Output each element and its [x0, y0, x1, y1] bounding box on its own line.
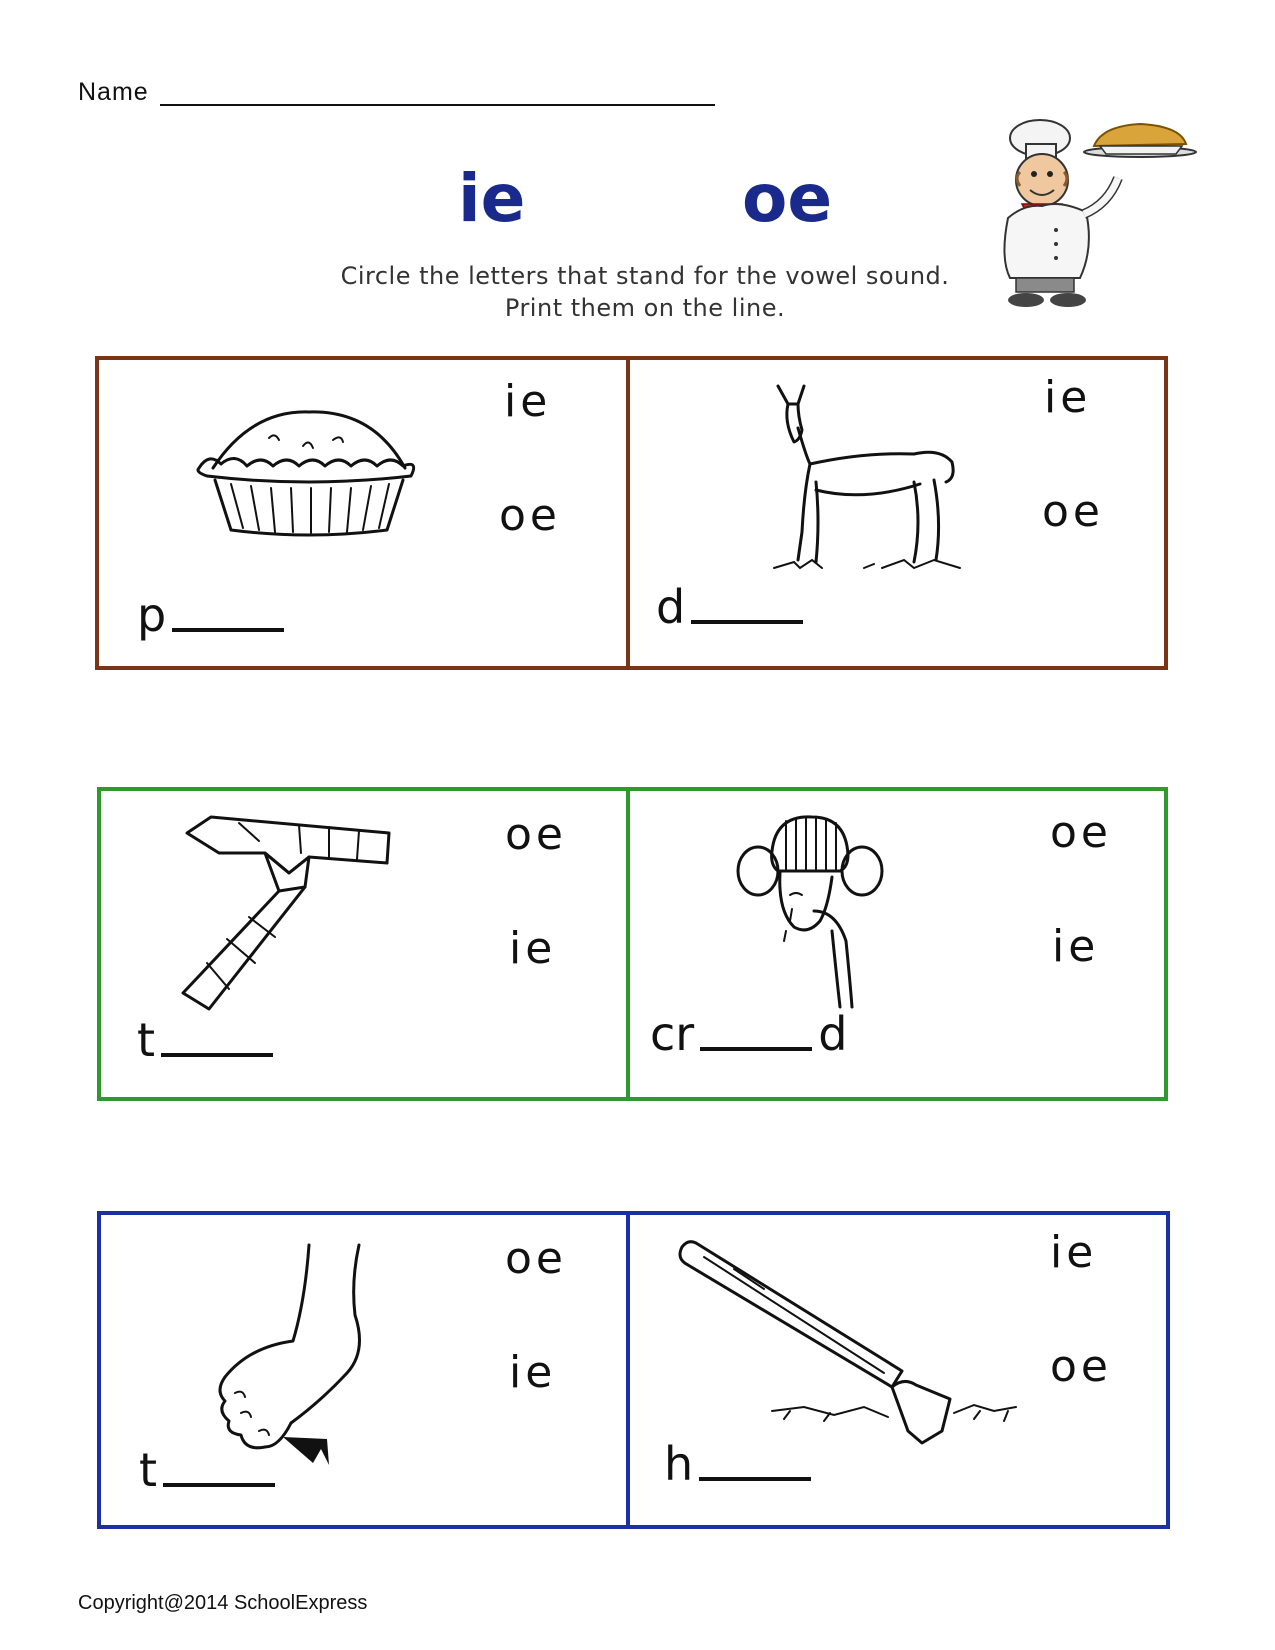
name-line[interactable] — [160, 104, 715, 106]
chef-with-pie-illustration — [990, 108, 1205, 313]
choice-top[interactable]: ie — [1044, 372, 1092, 423]
instruction-line-2: Print them on the line. — [504, 294, 786, 322]
exercise-cell-doe — [630, 360, 1168, 666]
word-fill — [137, 1013, 279, 1067]
word-fill — [664, 1437, 817, 1491]
word-fill — [650, 1007, 847, 1061]
word-fill — [139, 1443, 281, 1497]
choice-bottom[interactable]: ie — [1052, 921, 1100, 972]
exercise-cell-toe — [101, 1215, 626, 1525]
answer-blank[interactable] — [700, 1047, 812, 1051]
word-prefix: h — [664, 1437, 694, 1491]
word-suffix: d — [818, 1007, 848, 1061]
choice-top[interactable]: oe — [1050, 807, 1112, 858]
instruction-line-1: Circle the letters that stand for the vowel sound. — [340, 262, 950, 290]
choice-bottom[interactable]: oe — [499, 490, 561, 541]
crying-girl-picture — [736, 811, 886, 1011]
exercise-row-3 — [97, 1211, 1170, 1529]
tie-picture — [179, 813, 401, 1013]
exercise-row-2 — [97, 787, 1168, 1101]
name-label: Name — [78, 78, 149, 106]
word-prefix: t — [139, 1443, 158, 1497]
hoe-picture — [674, 1235, 1020, 1445]
word-fill — [137, 588, 290, 642]
choice-bottom[interactable]: ie — [509, 1347, 557, 1398]
choice-bottom[interactable]: oe — [1050, 1341, 1112, 1392]
title-oe: oe — [742, 160, 833, 237]
choice-bottom[interactable]: ie — [509, 923, 557, 974]
answer-blank[interactable] — [163, 1483, 275, 1487]
answer-blank[interactable] — [161, 1053, 273, 1057]
choice-top[interactable]: oe — [505, 1233, 567, 1284]
choice-top[interactable]: ie — [504, 376, 552, 427]
exercise-cell-pie — [99, 360, 626, 666]
pie-picture — [191, 402, 427, 542]
toe-picture — [209, 1241, 449, 1471]
choice-bottom[interactable]: oe — [1042, 486, 1104, 537]
answer-blank[interactable] — [691, 620, 803, 624]
word-prefix: p — [137, 588, 167, 642]
copyright-text: Copyright@2014 SchoolExpress — [78, 1592, 368, 1614]
word-fill — [656, 580, 809, 634]
title-ie: ie — [458, 160, 526, 237]
answer-blank[interactable] — [699, 1477, 811, 1481]
exercise-cell-cried — [630, 791, 1168, 1097]
word-prefix: d — [656, 580, 686, 634]
word-prefix: cr — [650, 1007, 695, 1061]
answer-blank[interactable] — [172, 628, 284, 632]
exercise-cell-hoe — [630, 1215, 1170, 1525]
exercise-cell-tie — [101, 791, 626, 1097]
choice-top[interactable]: ie — [1050, 1227, 1098, 1278]
choice-top[interactable]: oe — [505, 809, 567, 860]
doe-picture — [764, 382, 974, 572]
exercise-row-1 — [95, 356, 1168, 670]
word-prefix: t — [137, 1013, 156, 1067]
